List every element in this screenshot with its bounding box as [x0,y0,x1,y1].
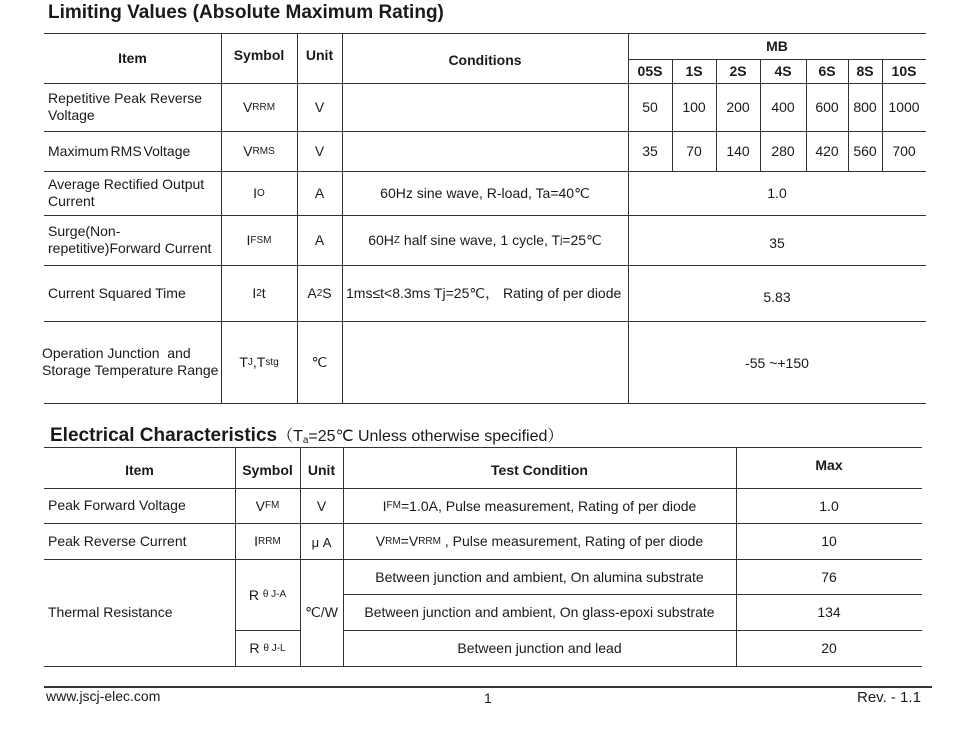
value-cell: 50 [642,99,658,115]
limiting-values-title: Limiting Values (Absolute Maximum Rating) [48,2,444,23]
value-cell: 35 [642,143,658,159]
header-test-condition: Test Condition [491,461,588,478]
value-cell: 5.83 [763,289,791,305]
value-cell: 560 [853,143,877,159]
symbol-r-jl: R θ J-L [249,640,286,656]
model-2s: 2S [729,63,747,79]
unit-cell: V [314,143,325,159]
value-cell: 600 [815,99,839,115]
value-cell: 100 [682,99,706,115]
condition-cell: 1ms≤t<8.3ms Tj=25℃， Rating of per diode [346,285,622,301]
value-cell: 800 [853,99,877,115]
table-row-item: Peak Reverse Current [48,532,187,549]
header-max: Max [815,457,843,473]
symbol-r-ja: R θ J-A [248,586,287,603]
condition-cell: 60H Z half sine wave, 1 cycle, T j =25℃ [368,231,602,248]
header-unit: Unit [305,47,334,63]
value-cell: 140 [726,143,750,159]
value-cell: 280 [771,143,795,159]
header-symbol: Symbol [242,461,293,478]
unit-cell: A 2 S [307,285,332,301]
model-1s: 1S [685,63,703,79]
unit-cell: V [316,497,327,514]
electrical-title: Electrical $Characteristics(T_a=25℃$ Unless otherwise specified） [50,425,564,446]
value-cell: 35 [769,235,785,251]
value-cell: 76 [821,568,837,585]
value-cell: 10 [821,533,837,549]
model-05s: 05S [637,63,663,79]
value-cell: 1.0 [767,185,787,201]
value-cell: 200 [726,99,750,115]
symbol-io: I O [253,185,265,201]
table-row-item: Average Rectified Output Current [48,176,205,209]
symbol-i2t: I 2 t [252,285,266,301]
symbol-ifsm: I FSM [246,232,272,248]
unit-cell: ℃/W [305,604,338,620]
value-cell: 420 [815,143,839,159]
model-8s: 8S [856,63,874,79]
value-cell: 1000 [888,99,920,115]
value-cell: 1.0 [819,497,839,514]
symbol-vfm: V FM [255,497,280,514]
table-row-item: Repetitive Peak Reverse Voltage [48,90,203,123]
header-mb: MB [766,38,788,54]
footer-divider [44,686,932,688]
table-row-item: Operation Junction and Storage Temperature Range [42,345,219,378]
footer-revision: Rev. - 1.1 [857,689,921,706]
condition-cell: Between junction and lead [457,640,622,656]
unit-cell: A [314,232,325,248]
model-10s: 10S [891,63,917,79]
symbol-tj-tstg: T J ,T stg [239,354,279,370]
value-cell: -55 ~+150 [745,355,809,371]
value-cell: 700 [892,143,916,159]
model-4s: 4S [774,63,792,79]
condition-cell: V RM =V RRM , Pulse measurement, Rating of per diode [375,533,704,549]
table-row-item: Thermal Resistance [48,604,173,620]
value-cell: 20 [821,640,837,656]
condition-cell: 60Hz sine wave, R-load, Ta=40℃ [380,184,590,201]
symbol-vrms: V RMS [243,143,275,159]
header-symbol: Symbol [233,47,285,63]
table-row-item: Current Squared Time [48,284,186,301]
unit-cell: μ A [311,534,332,550]
header-unit: Unit [307,461,336,478]
model-6s: 6S [818,63,836,79]
unit-cell: V [314,99,325,115]
footer-page-number: 1 [484,690,492,706]
table-row-item: Maximum RMS Voltage [48,142,191,159]
table-row-item: Surge(Non-repetitive)Forward Current [48,223,212,256]
value-cell: 70 [686,143,702,159]
condition-cell: I FM =1.0A, Pulse measurement, Rating of per diode [382,497,697,514]
unit-cell: A [314,185,325,201]
symbol-vrrm: V RRM [242,99,276,115]
condition-cell: Between junction and ambient, On alumina substrate [375,568,704,585]
footer-website[interactable]: www.jscj-elec.com [46,688,161,704]
value-cell: 400 [771,99,795,115]
header-item: Item [125,461,154,478]
value-cell: 134 [817,604,841,620]
condition-cell: Between junction and ambient, On glass-epoxi substrate [364,604,715,620]
header-conditions: Conditions [448,52,522,68]
unit-cell: ℃ [311,353,328,370]
table-row-item: Peak Forward Voltage [48,497,186,513]
header-item: Item [118,50,147,66]
symbol-irrm: I RRM [254,533,281,549]
